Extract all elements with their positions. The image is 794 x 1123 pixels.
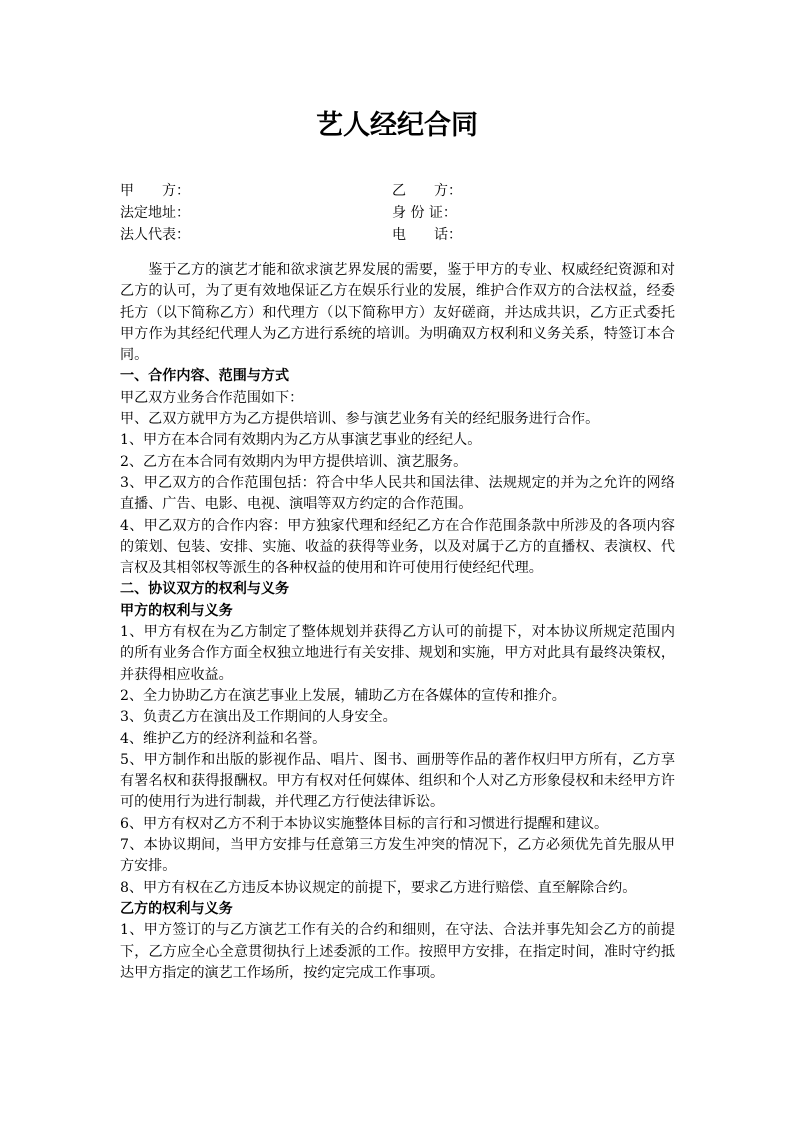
clause-paragraph: 4、甲乙双方的合作内容：甲方独家代理和经纪乙方在合作范围条款中所涉及的各项内容的策划、包装、安排、实施、收益的获得等业务，以及对属于乙方的直播权、表演权、代言权及其相邻权等派生的各种权益的使用和许可使用行使经纪代理。: [120, 517, 675, 577]
clause-paragraph: 1、甲方有权在为乙方制定了整体规划并获得乙方认可的前提下，对本协议所规定范围内的所有业务合作方面全权独立地进行有关安排、规划和实施，甲方对此具有最终决策权，并获得相应收益。: [120, 624, 675, 683]
legal-address-label: 法定地址：: [120, 205, 190, 221]
clause-paragraph: 2、全力协助乙方在演艺事业上发展，辅助乙方在各媒体的宣传和推介。: [120, 687, 566, 704]
party-a-label: 甲 方：: [120, 183, 190, 199]
document-title: 艺人经纪合同: [316, 110, 478, 141]
party-row: [120, 180, 680, 202]
phone-label: 电 话：: [392, 227, 462, 243]
party-row: [120, 224, 680, 246]
section-heading: 甲方的权利与义务: [120, 602, 233, 619]
id-card-label: 身 份 证：: [392, 205, 457, 221]
legal-representative-label: 法人代表：: [120, 227, 190, 243]
clause-paragraph: 4、维护乙方的经济利益和名誉。: [120, 730, 327, 747]
clause-paragraph: 甲乙双方业务合作范围如下：: [120, 389, 304, 406]
clause-paragraph: 1、甲方在本合同有效期内为乙方从事演艺事业的经纪人。: [120, 432, 482, 449]
party-info: [120, 180, 680, 246]
clause-paragraph: 1、甲方签订的与乙方演艺工作有关的合约和细则，在守法、合法并事先知会乙方的前提下，乙方应全心全意贯彻执行上述委派的工作。按照甲方安排，在指定时间，准时守约抵达甲方指定的演艺工作场所，按约定完成工作事项。: [120, 922, 675, 981]
clause-paragraph: 3、甲乙双方的合作范围包括：符合中华人民共和国法律、法规规定的并为之允许的网络直播、广告、电影、电视、演唱等双方约定的合作范围。: [120, 474, 675, 513]
clause-paragraph: 甲、乙双方就甲方为乙方提供培训、参与演艺业务有关的经纪服务进行合作。: [120, 411, 600, 428]
contract-body: [120, 260, 675, 984]
party-row: [120, 202, 680, 224]
section-heading: 二、协议双方的权利与义务: [120, 581, 290, 598]
clause-paragraph: 6、甲方有权对乙方不利于本协议实施整体目标的言行和习惯进行提醒和建议。: [120, 815, 609, 832]
section-heading: 乙方的权利与义务: [120, 900, 233, 917]
clause-paragraph: 7、本协议期间，当甲方安排与任意第三方发生冲突的情况下，乙方必须优先首先服从甲方安排。: [120, 837, 675, 875]
clause-paragraph: 8、甲方有权在乙方违反本协议规定的前提下，要求乙方进行赔偿、直至解除合约。: [120, 879, 637, 896]
party-b-label: 乙 方：: [392, 183, 462, 199]
section-heading: 一、合作内容、范围与方式: [120, 368, 290, 385]
clause-paragraph: 5、甲方制作和出版的影视作品、唱片、图书、画册等作品的著作权归甲方所有，乙方享有署名权和获得报酬权。甲方有权对任何媒体、组织和个人对乙方形象侵权和未经甲方许可的使用行为进行制裁，并代理乙方行使法律诉讼。: [120, 751, 675, 811]
clause-paragraph: 3、负责乙方在演出及工作期间的人身安全。: [120, 709, 397, 726]
clause-paragraph: 2、乙方在本合同有效期内为甲方提供培训、演艺服务。: [120, 453, 468, 470]
preamble-paragraph: 鉴于乙方的演艺才能和欲求演艺界发展的需要，鉴于甲方的专业、权威经纪资源和对乙方的认可，为了更有效地保证乙方在娱乐行业的发展，维护合作双方的合法权益，经委托方（以下简称乙方）和代理方（以下简称甲方）友好磋商，并达成共识，乙方正式委托甲方作为其经纪代理人为乙方进行系统的培训。为明确双方权利和义务关系，特签订本合同。: [120, 262, 675, 364]
